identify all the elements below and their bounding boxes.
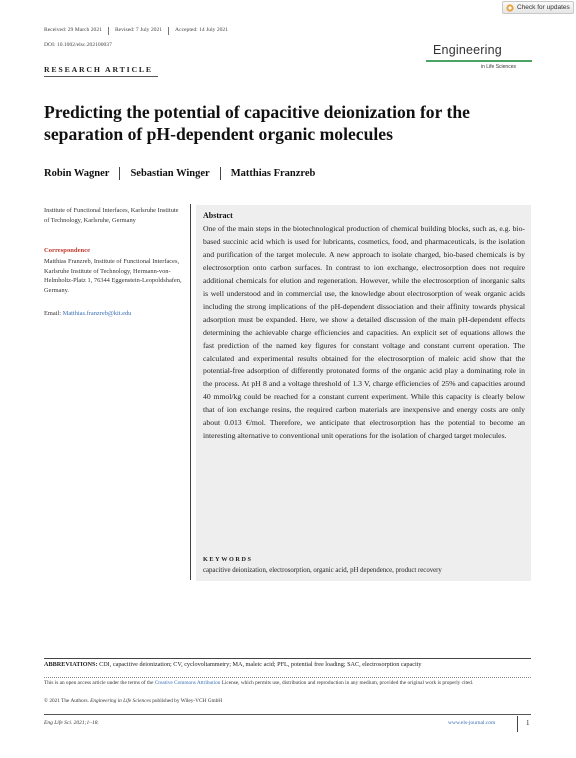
copyright-before: © 2021 The Authors. [44,698,91,704]
license-link[interactable]: Creative Commons Attribution [154,680,221,686]
footer-journal-url[interactable]: www.els-journal.com [448,720,496,726]
abstract-heading: Abstract [203,211,233,220]
journal-logo [426,42,532,74]
update-badge-icon [506,4,514,12]
keywords-text: capacitive deionization, electrosorption, organic acid, pH dependence, product recovery [203,567,442,574]
license-text-before: This is an open access article under the terms of the [44,680,155,686]
received-date: Received: 29 March 2021 [44,27,102,33]
license-text-after: License, which permits use, distribution and reproduction in any medium, provided the original work is properly cited. [220,680,474,686]
author-name[interactable]: Robin Wagner [44,168,110,179]
page-number: 1 [526,719,530,727]
date-separator [108,27,109,35]
article-title: Predicting the potential of capacitive deionization for the separation of pH-dependent organic molecules [44,102,470,144]
abbreviations [44,661,534,668]
copyright-after: published by Wiley-VCH GmbH [150,698,223,704]
correspondence-heading: Correspondence [44,247,91,254]
correspondence-email-line [44,310,131,317]
author-name[interactable]: Sebastian Winger [130,168,210,179]
revised-date: Revised: 7 July 2021 [114,27,163,33]
check-for-updates-label: Check for updates [517,4,570,11]
affiliation: Institute of Functional Interfaces, Karlsruhe Institute of Technology, Karlsruhe, Germany [44,207,179,224]
license-notice [44,679,532,688]
journal-subtitle: in Life Sciences [480,64,516,70]
copyright-notice [44,698,532,704]
article-type-rule [44,76,158,77]
keywords-heading: KEYWORDS [203,556,253,563]
accepted-date: Accepted: 14 July 2021 [175,27,229,33]
author-separator [220,167,221,180]
correspondence-address: Matthias Franzreb, Institute of Functional Interfaces, Karlsruhe Institute of Technology, Hermann-von-Helmholtz-Platz 1, 76344 Eggenstein-Leopoldshafen, Germany. [44,258,182,294]
date-separator [168,27,169,35]
author-separator [119,167,120,180]
publication-dates [44,27,228,35]
footer-citation [44,720,99,726]
author-name[interactable]: Matthias Franzreb [230,168,316,179]
journal-name: Engineering [433,43,502,57]
footer-rule [44,714,531,715]
abbreviations-rule [44,658,531,659]
check-for-updates-button[interactable] [502,1,574,14]
footer-citation-text: Eng Life Sci. 2021;1–18. [44,720,99,726]
email-label: Email: [44,310,63,317]
article-type: RESEARCH ARTICLE [44,65,153,74]
license-rule [44,677,531,678]
copyright-journal: Engineering in Life Sciences [90,698,151,704]
footer-separator [517,716,518,732]
author-list [44,167,315,180]
doi[interactable]: DOI: 10.1002/elsc.202100037 [44,42,112,48]
abbreviations-label: ABBREVIATIONS: [44,661,98,668]
abstract-text: One of the main steps in the biotechnological production of chemical building blocks, such as, e.g. bio-based succinic acid which is used for lubricants, cosmetics, food, and pharmaceuticals, is the isolation and purification of the target molecule. A new approach to isolate charged, bio-based chemicals is by electrosorption onto carbon surfaces. In contrast to ion exchange, electrosorption does not require additional chemicals for elution and regeneration. However, while the electrosorption of inorganic salts is well understood and in commercial use, the knowledge about electrosorption of weak organic acids including the strong implications of the pH-dependent dissociation and their affinity towards physical adsorption must be expanded. Here, we show a detailed discussion of the main pH-dependent effects determining the achievable charge efficiencies and capacities. An explicit set of equations allows the fast prediction of the named key figures for constant voltage and constant current operation. The calculated and experimental results obtained for the electrosorption of maleic acid show that the potential-free adsorption of differently protonated forms of the organic acid play a dominating role in the process. At pH 8 and a voltage threshold of 1.3 V, charge efficiencies of 25% and capacities around 40 mmol/kg could be reached for a constant current experiment. While this capacity is clearly below that of ion exchange resins, the required carbon materials are inexpensive and energy costs are only about 0.013 €/mol. Therefore, we anticipate that electrosorption has the potential to become an interesting alternative to conventional unit operations for the isolation of charged target molecules. [203,224,525,441]
abbreviations-text: CDI, capacitive deionization; CV, cyclovoltammetry; MA, maleic acid; PFL, potential free loading; SAC, electrosorption capacity [97,661,422,668]
column-divider [190,204,191,580]
email-link[interactable]: Matthias.franzreb@kit.edu [62,310,132,317]
journal-logo-rule [426,60,532,62]
